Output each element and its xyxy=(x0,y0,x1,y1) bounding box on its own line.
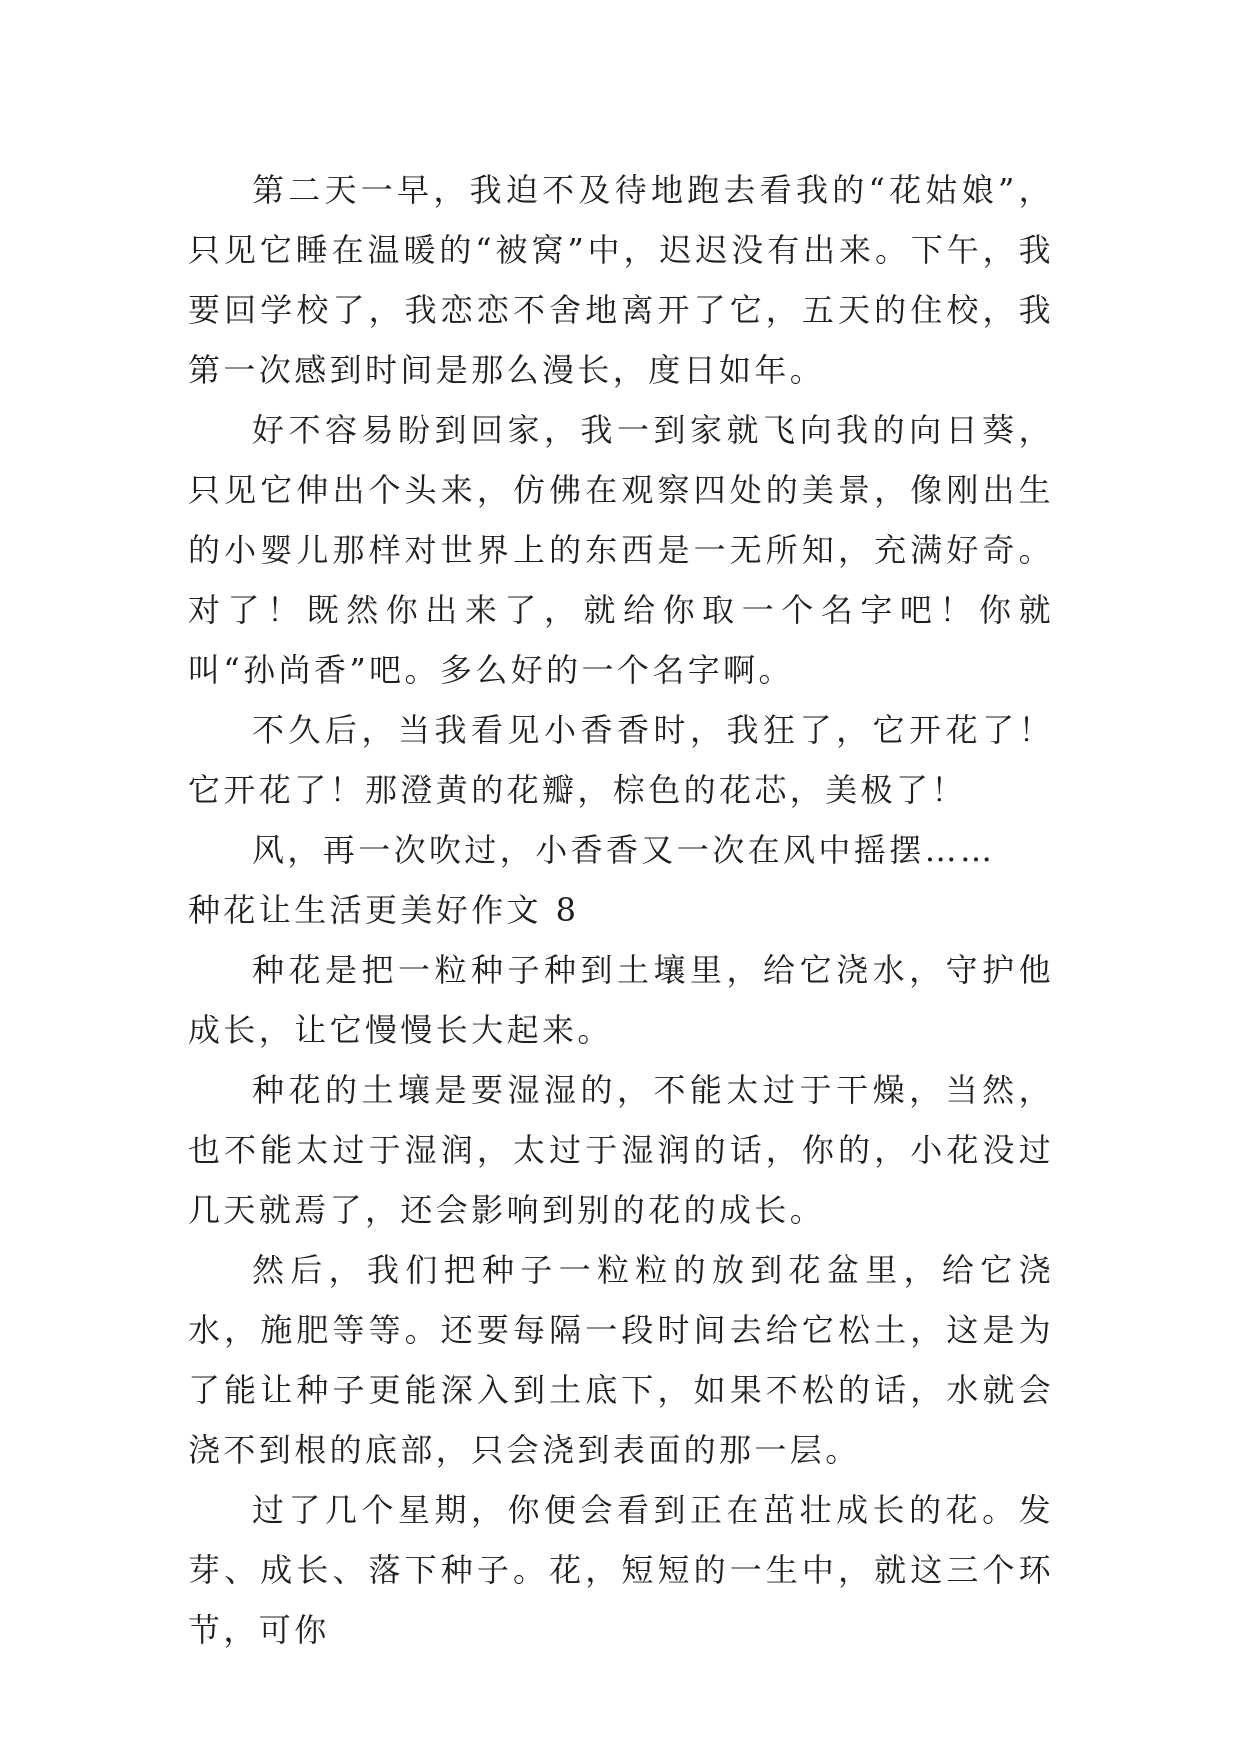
paragraph: 好不容易盼到回家，我一到家就飞向我的向日葵，只见它伸出个头来，仿佛在观察四处的美景，像刚出生的小婴儿那样对世界上的东西是一无所知，充满好奇。对了！既然你出来了，就给你取一个名字吧！你就叫“孙尚香”吧。多么好的一个名字啊。 xyxy=(188,411,1054,689)
paragraph: 不久后，当我看见小香香时，我狂了，它开花了！它开花了！那澄黄的花瓣，棕色的花芯，美极了！ xyxy=(188,711,1054,809)
paragraph: 过了几个星期，你便会看到正在茁壮成长的花。发芽、成长、落下种子。花，短短的一生中，就这三个环节，可你 xyxy=(188,1491,1054,1649)
paragraph: 种花是把一粒种子种到土壤里，给它浇水，守护他成长，让它慢慢长大起来。 xyxy=(188,951,1054,1049)
paragraph: 然后，我们把种子一粒粒的放到花盆里，给它浇水，施肥等等。还要每隔一段时间去给它松土，这是为了能让种子更能深入到土底下，如果不松的话，水就会浇不到根的底部，只会浇到表面的那一层。 xyxy=(188,1251,1054,1469)
paragraph: 种花的土壤是要湿湿的，不能太过于干燥，当然，也不能太过于湿润，太过于湿润的话，你的，小花没过几天就焉了，还会影响到别的花的成长。 xyxy=(188,1071,1054,1229)
paragraph: 风，再一次吹过，小香香又一次在风中摇摆…… xyxy=(252,831,996,869)
essay-heading: 种花让生活更美好作文 8 xyxy=(188,891,580,929)
paragraph: 第二天一早，我迫不及待地跑去看我的“花姑娘”，只见它睡在温暖的“被窝”中，迟迟没有出来。下午，我要回学校了，我恋恋不舍地离开了它，五天的住校，我第一次感到时间是那么漫长，度日如年。 xyxy=(188,171,1054,389)
document-body xyxy=(188,160,1054,1660)
